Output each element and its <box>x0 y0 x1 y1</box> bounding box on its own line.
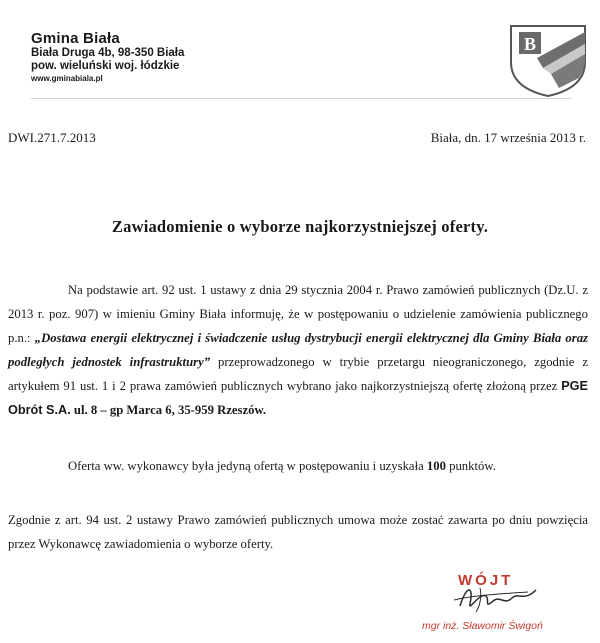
paragraph-decision <box>8 278 588 422</box>
paragraph-contract: Zgodnie z art. 94 ust. 2 ustawy Prawo zamówień publicznych umowa może zostać zawarta po dniu powzięcia przez Wykonawcę zawiadomienia o wyborze oferty. <box>8 513 588 551</box>
paragraph-decision-intro: Na podstawie art. 92 ust. 1 ustawy z dnia 29 stycznia 2004 r. Prawo zamówień publicznych (Dz.U. z 2013 r. poz. 907) w imieniu Gminy Biała informuję, że w postępowaniu o udzielenie zamówienia publicznego p.n.: <box>8 283 588 345</box>
company-address: ul. 8 – gp Marca 6, 35-959 Rzeszów. <box>70 403 267 417</box>
organization-block <box>31 30 571 85</box>
coat-of-arms-icon <box>507 22 589 98</box>
paragraph-offer <box>8 454 588 478</box>
paragraph-decision-middle: przeprowadzonego w trybie przetargu nieograniczonego, zgodnie z artykułem 91 ust. 1 i 2 prawa zamówień publicznych wybrano jako najkorzystniejszą ofertę złożoną przez <box>8 355 589 393</box>
signature-stamp <box>422 572 562 642</box>
document-title: Zawiadomienie o wyborze najkorzystniejszej oferty. <box>111 217 489 236</box>
offer-suffix: punktów. <box>445 459 496 473</box>
offer-points: 100 <box>426 459 446 473</box>
contract-name: „Dostawa energii elektrycznej i świadczenie usług dystrybucji energii elektrycznej dla Gminy Biała oraz podległych jednostek infrastruktury” <box>8 331 588 369</box>
handwritten-signature <box>440 576 550 616</box>
winning-company: PGE Obrót S.A. <box>8 379 588 417</box>
letterhead <box>31 30 571 99</box>
reference-number: DWI.271.7.2013 <box>8 130 96 145</box>
org-name: Gmina Biała <box>31 30 120 47</box>
org-district: pow. wieluński woj. łódzkie <box>31 60 180 72</box>
org-address: Biała Druga 4b, 98-350 Biała <box>31 47 185 59</box>
stamp-title: WÓJT <box>458 572 514 589</box>
org-website: www.gminabiala.pl <box>31 74 103 83</box>
emblem-letter: B <box>523 34 537 54</box>
offer-text: Oferta ww. wykonawcy była jedyną ofertą w postępowaniu i uzyskała <box>68 459 427 473</box>
place-date: Biała, dn. 17 września 2013 r. <box>430 130 586 145</box>
signatory-name: mgr inż. Sławomir Świgoń <box>422 620 543 632</box>
